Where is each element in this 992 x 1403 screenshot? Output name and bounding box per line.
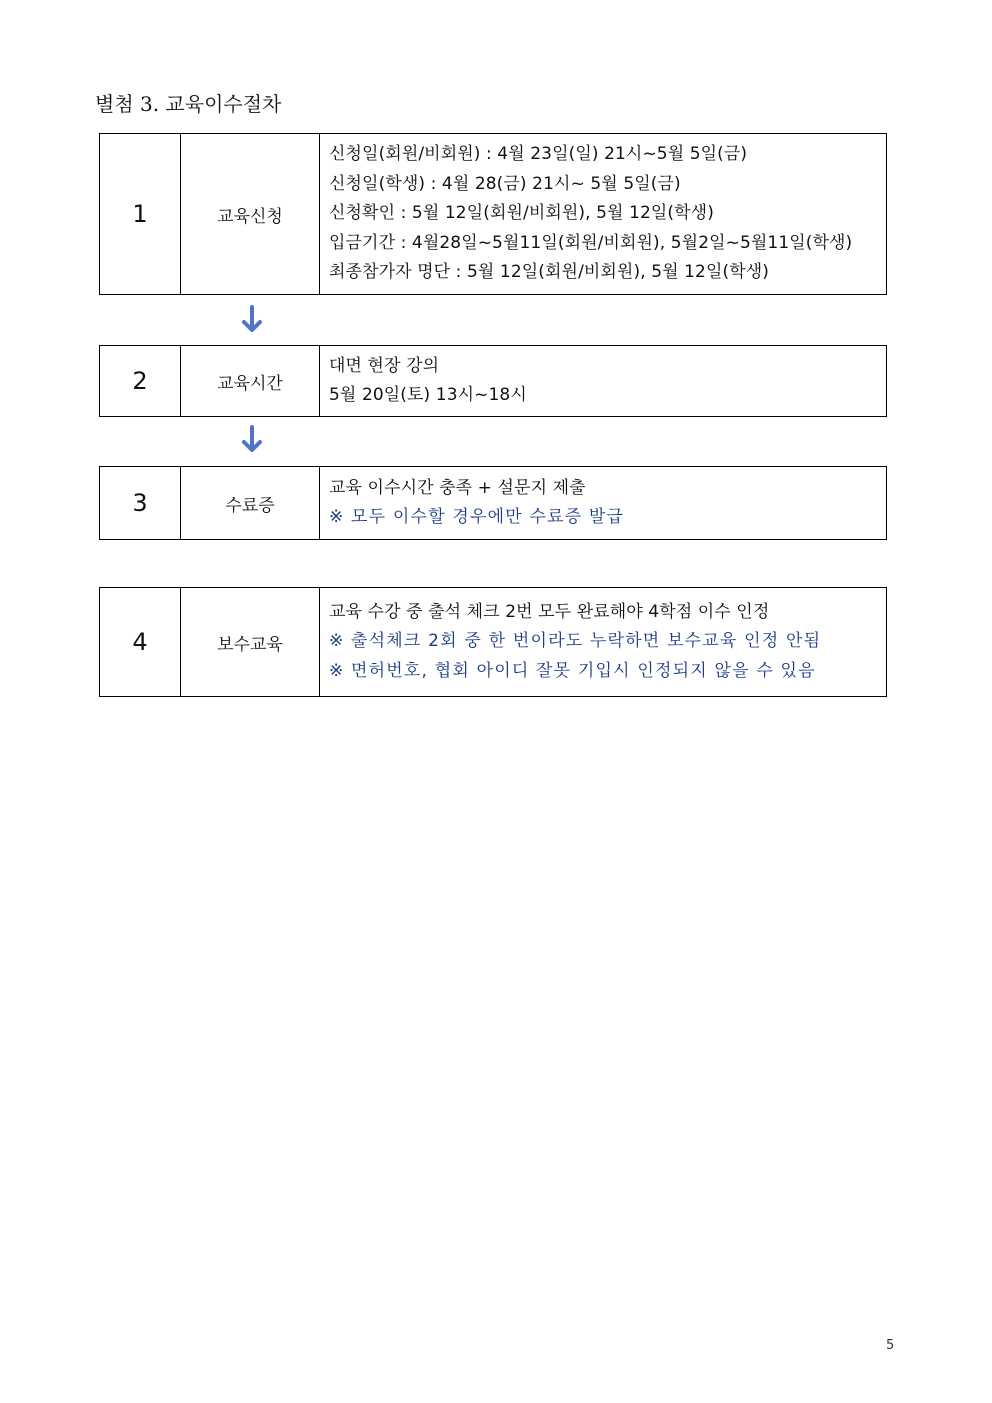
note-line: ※ 출석체크 2회 중 한 번이라도 누락하면 보수교육 인정 안됨 [329, 631, 822, 652]
table-row [100, 467, 887, 540]
step-number: 3 [100, 467, 181, 540]
content-line: 신청확인 : 5월 12일(회원/비회원), 5월 12일(학생) [329, 203, 714, 224]
step-number: 1 [100, 134, 181, 295]
step-content [320, 346, 887, 417]
content-line: 신청일(학생) : 4월 28(금) 21시~ 5월 5일(금) [329, 173, 681, 194]
page-number: 5 [886, 1338, 895, 1353]
step-3-table [99, 466, 887, 540]
content-line: 5월 20일(토) 13시~18시 [329, 385, 527, 405]
content-line: 대면 현장 강의 [329, 355, 440, 376]
content-line: 신청일(회원/비회원) : 4월 23일(일) 21시~5월 5일(금) [329, 144, 748, 165]
arrow-down-icon [241, 425, 263, 455]
table-row [100, 588, 887, 697]
step-content [320, 467, 887, 540]
step-label: 보수교육 [181, 588, 320, 697]
document-title: 별첨 3. 교육이수절차 [95, 92, 282, 116]
step-content [320, 134, 887, 295]
step-2-table [99, 345, 887, 417]
content-line: 교육 수강 중 출석 체크 2번 모두 완료해야 4학점 이수 인정 [329, 601, 770, 622]
content-line: 입금기간 : 4월28일~5월11일(회원/비회원), 5월2일~5월11일(학생) [329, 232, 853, 253]
arrow-down-icon [241, 305, 263, 335]
content-line: 교육 이수시간 충족 + 설문지 제출 [329, 477, 586, 498]
note-line: ※ 모두 이수할 경우에만 수료증 발급 [329, 507, 625, 527]
step-label: 수료증 [181, 467, 320, 540]
step-label: 교육시간 [181, 346, 320, 417]
table-row [100, 346, 887, 417]
step-label: 교육신청 [181, 134, 320, 295]
step-4-table [99, 587, 887, 697]
step-content [320, 588, 887, 697]
content-line: 최종참가자 명단 : 5월 12일(회원/비회원), 5월 12일(학생) [329, 262, 770, 283]
table-row [100, 134, 887, 295]
note-line: ※ 면허번호, 협회 아이디 잘못 기입시 인정되지 않을 수 있음 [329, 660, 816, 681]
step-number: 2 [100, 346, 181, 417]
step-1-table [99, 133, 887, 295]
step-number: 4 [100, 588, 181, 697]
